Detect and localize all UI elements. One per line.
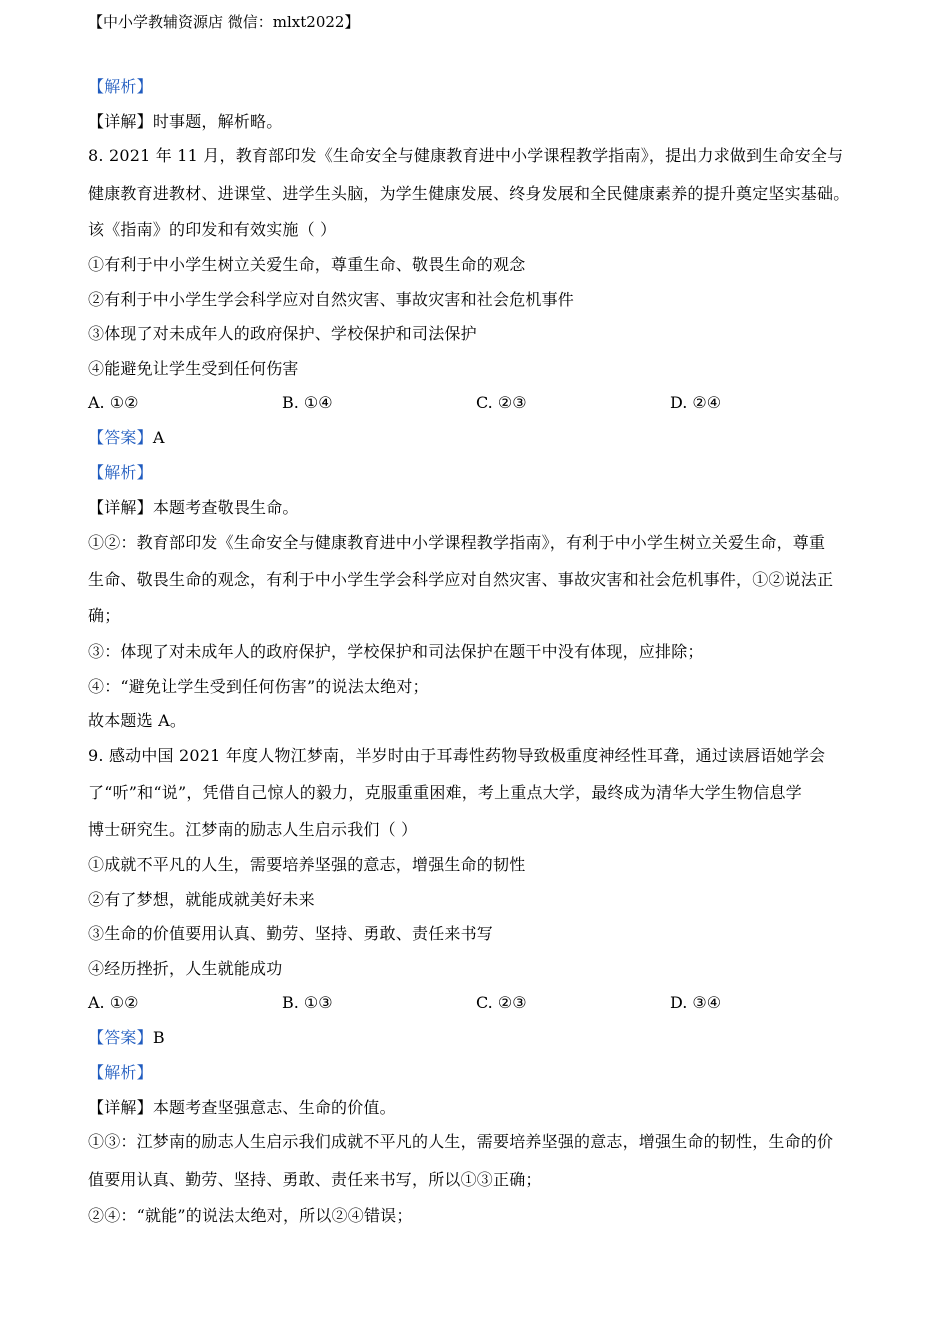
- q8-statement: ③体现了对未成年人的政府保护、学校保护和司法保护: [88, 324, 477, 343]
- q8-option-c: C. ②③: [476, 393, 527, 412]
- q8-explanation-line: 生命、敬畏生命的观念，有利于中小学生学会科学应对自然灾害、事故灾害和社会危机事件，①②说法正: [88, 570, 834, 589]
- q9-detail: 【详解】本题考查坚强意志、生命的价值。: [88, 1098, 396, 1117]
- q9-option-a: A. ①②: [88, 993, 139, 1012]
- q8-statement: ①有利于中小学生树立关爱生命，尊重生命、敬畏生命的观念: [88, 255, 526, 274]
- q9-option-b: B. ①③: [282, 993, 333, 1012]
- q9-option-d: D. ③④: [670, 993, 722, 1012]
- q9-stem-line: 博士研究生。江梦南的励志人生启示我们（ ）: [88, 820, 418, 839]
- q8-stem-line: 8. 2021 年 11 月，教育部印发《生命安全与健康教育进中小学课程教学指南》，提出力求做到生命安全与: [88, 146, 844, 165]
- q8-option-b: B. ①④: [282, 393, 333, 412]
- q9-stem-line: 9. 感动中国 2021 年度人物江梦南，半岁时由于耳毒性药物导致极重度神经性耳聋，通过读唇语她学会: [88, 746, 826, 765]
- q8-explanation-line: ③：体现了对未成年人的政府保护，学校保护和司法保护在题干中没有体现，应排除；: [88, 642, 704, 661]
- q8-stem-line: 该《指南》的印发和有效实施（ ）: [88, 220, 337, 239]
- detail-line: 【详解】时事题，解析略。: [88, 112, 283, 131]
- q8-conclusion: 故本题选 A。: [88, 711, 187, 730]
- q8-stem-line: 健康教育进教材、进课堂、进学生头脑，为学生健康发展、终身发展和全民健康素养的提升奠定坚实基础。: [88, 184, 850, 203]
- q8-detail: 【详解】本题考查敬畏生命。: [88, 498, 299, 517]
- watermark-header: 【中小学教辅资源店 微信：mlxt2022】: [88, 13, 360, 31]
- q9-stem-line: 了“听”和“说”，凭借自己惊人的毅力，克服重重困难，考上重点大学，最终成为清华大学生物信息学: [88, 783, 802, 802]
- q9-analysis-label: 【解析】: [88, 1063, 153, 1082]
- q9-explanation-line: ①③：江梦南的励志人生启示我们成就不平凡的人生，需要培养坚强的意志，增强生命的韧性，生命的价: [88, 1132, 834, 1151]
- q8-option-d: D. ②④: [670, 393, 722, 412]
- q9-options: [88, 991, 888, 1015]
- q8-statement: ②有利于中小学生学会科学应对自然灾害、事故灾害和社会危机事件: [88, 290, 575, 309]
- q9-statement: ③生命的价值要用认真、勤劳、坚持、勇敢、责任来书写: [88, 924, 494, 943]
- q8-explanation-line: ①②：教育部印发《生命安全与健康教育进中小学课程教学指南》，有利于中小学生树立关爱生命，尊重: [88, 533, 826, 552]
- q9-statement: ②有了梦想，就能成就美好未来: [88, 890, 315, 909]
- q8-explanation-line: ④：“避免让学生受到任何伤害”的说法太绝对；: [88, 677, 429, 696]
- analysis-label: 【解析】: [88, 77, 153, 96]
- q8-answer: 【答案】A: [88, 428, 165, 447]
- q9-explanation-line: 值要用认真、勤劳、坚持、勇敢、责任来书写，所以①③正确；: [88, 1170, 542, 1189]
- q8-analysis-label: 【解析】: [88, 463, 153, 482]
- q8-statement: ④能避免让学生受到任何伤害: [88, 359, 299, 378]
- q9-answer: 【答案】B: [88, 1028, 165, 1047]
- q9-statement: ④经历挫折，人生就能成功: [88, 959, 283, 978]
- q8-option-a: A. ①②: [88, 393, 139, 412]
- q9-statement: ①成就不平凡的人生，需要培养坚强的意志，增强生命的韧性: [88, 855, 526, 874]
- q8-explanation-line: 确；: [88, 606, 121, 625]
- q9-explanation-line: ②④：“就能”的说法太绝对，所以②④错误；: [88, 1206, 413, 1225]
- q9-option-c: C. ②③: [476, 993, 527, 1012]
- q8-options: [88, 391, 888, 415]
